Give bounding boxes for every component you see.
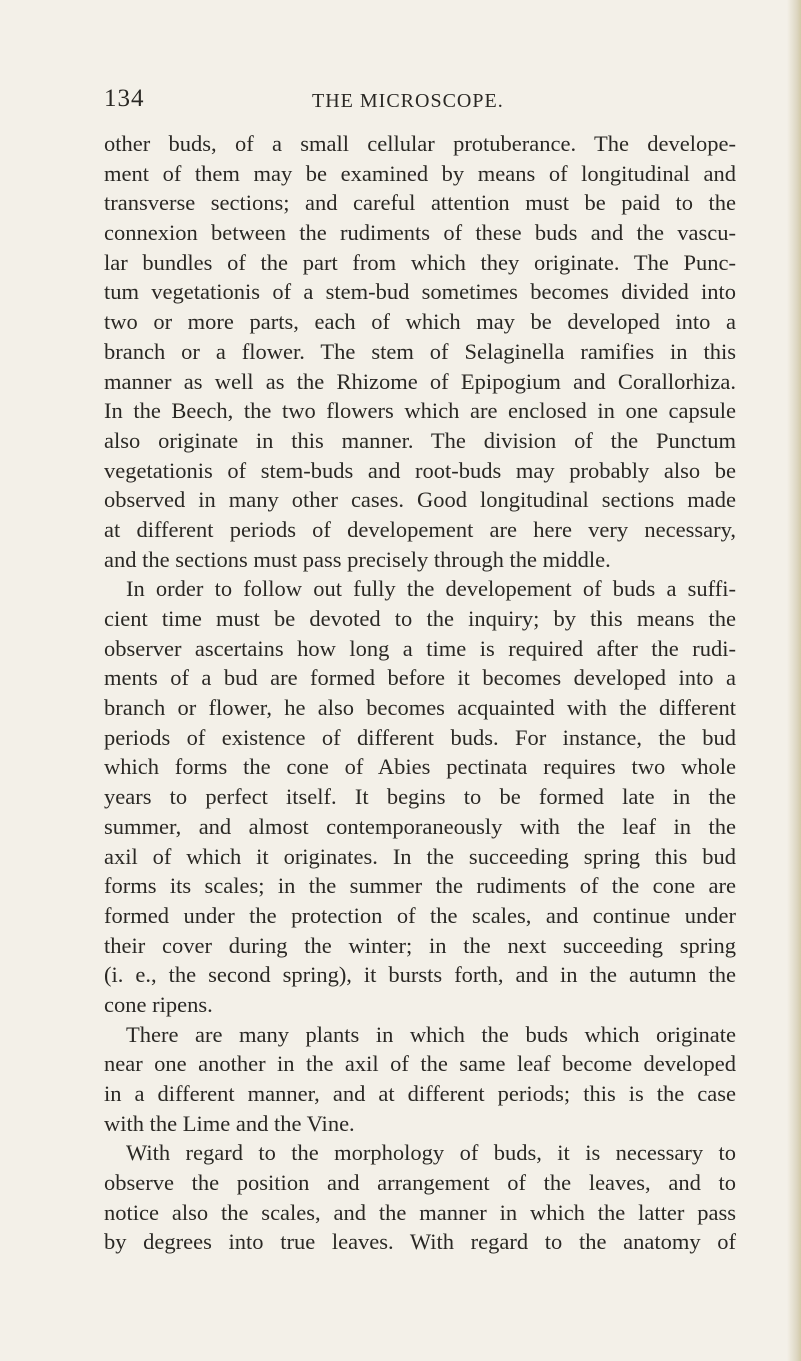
text-line: at different periods of developement are here very necessary, — [104, 516, 736, 542]
text-line: also originate in this manner. The division of the Punctum — [104, 427, 736, 453]
text-line: In the Beech, the two flowers which are enclosed in one capsule — [104, 398, 736, 424]
text-line: In order to follow out fully the developement of buds a suffi- — [126, 576, 736, 602]
text-line: and the sections must pass precisely through the middle. — [104, 546, 611, 572]
text-line: other buds, of a small cellular protuberance. The develope- — [104, 131, 736, 156]
text-line: lar bundles of the part from which they originate. The Punc- — [104, 249, 736, 275]
text-line: cient time must be devoted to the inquiry; by this means the — [104, 606, 736, 631]
text-line: forms its scales; in the summer the rudiments of the cone are — [104, 873, 736, 899]
text-line: There are many plants in which the buds which originate — [126, 1021, 736, 1047]
text-line: (i. e., the second spring), it bursts forth, and in the autumn the — [104, 962, 736, 988]
text-line: periods of existence of different buds. For instance, the bud — [104, 724, 736, 750]
text-line: which forms the cone of Abies pectinata requires two whole — [104, 754, 736, 780]
text-line: summer, and almost contemporaneously with the leaf in the — [104, 813, 736, 839]
text-line: axil of which it originates. In the succeeding spring this bud — [104, 843, 736, 869]
text-line: observe the position and arrangement of the leaves, and to — [104, 1170, 736, 1196]
text-line: two or more parts, each of which may be developed into a — [104, 309, 736, 335]
text-line: with the Lime and the Vine. — [104, 1110, 355, 1136]
text-line: observed in many other cases. Good longitudinal sections made — [104, 487, 736, 513]
page-number: 134 — [104, 85, 145, 112]
text-line: branch or flower, he also becomes acquainted with the different — [104, 695, 736, 721]
text-line: ment of them may be examined by means of longitudinal and — [104, 160, 736, 186]
text-line: connexion between the rudiments of these buds and the vascu- — [104, 220, 736, 246]
text-line: branch or a flower. The stem of Selaginella ramifies in this — [104, 338, 736, 364]
text-line: cone ripens. — [104, 991, 213, 1017]
text-line: tum vegetationis of a stem-bud sometimes becomes divided into — [104, 279, 736, 305]
text-line: vegetationis of stem-buds and root-buds may probably also be — [104, 457, 736, 483]
text-line: in a different manner, and at different periods; this is the case — [104, 1081, 736, 1106]
text-line: observer ascertains how long a time is required after the rudi- — [104, 635, 736, 661]
text-line: transverse sections; and careful attention must be paid to the — [104, 190, 736, 216]
text-line: years to perfect itself. It begins to be formed late in the — [104, 784, 736, 810]
text-line: With regard to the morphology of buds, it is necessary to — [126, 1140, 736, 1166]
body-text — [104, 129, 736, 1257]
text-line: near one another in the axil of the same leaf become developed — [104, 1051, 736, 1077]
text-line: ments of a bud are formed before it becomes developed into a — [104, 665, 736, 691]
text-line: formed under the protection of the scales, and continue under — [104, 902, 736, 928]
text-line: by degrees into true leaves. With regard to the anatomy of — [104, 1229, 736, 1255]
text-line: their cover during the winter; in the next succeeding spring — [104, 932, 736, 958]
running-head: THE MICROSCOPE. — [312, 90, 504, 112]
text-line: notice also the scales, and the manner in which the latter pass — [104, 1199, 736, 1225]
text-line: manner as well as the Rhizome of Epipogium and Corallorhiza. — [104, 368, 736, 394]
page-edge-shadow — [787, 0, 801, 1361]
